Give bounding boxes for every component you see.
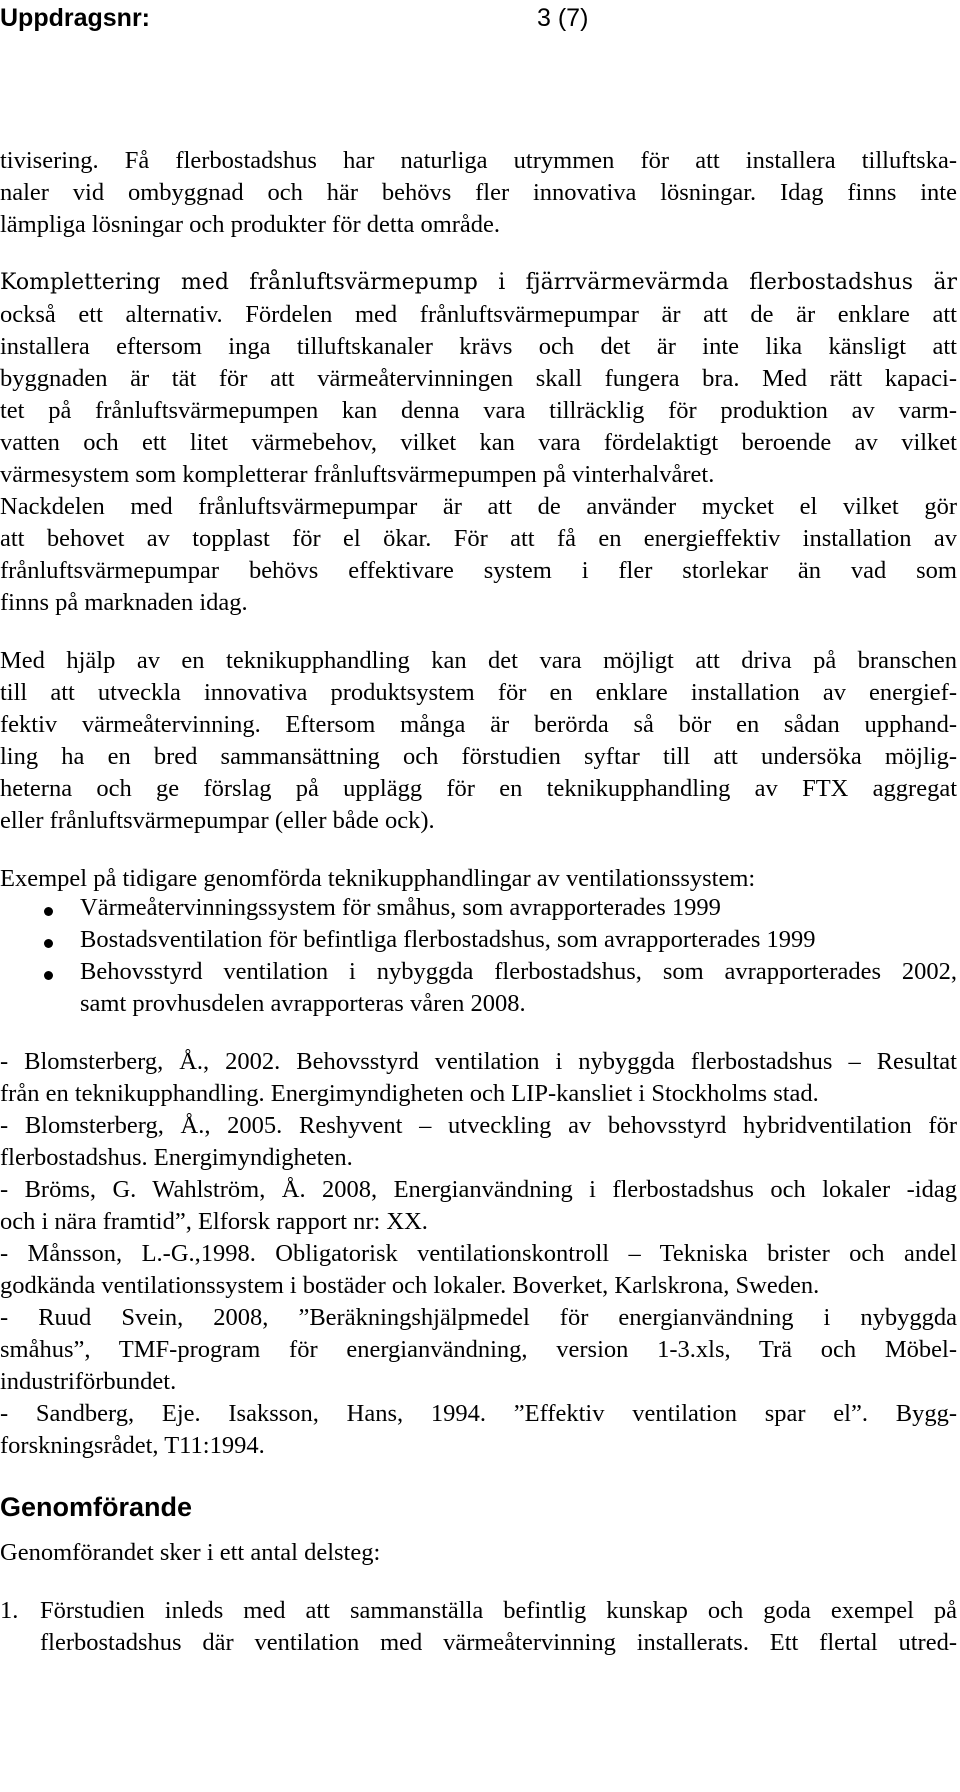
reference-line: - Sandberg, Eje. Isaksson, Hans, 1994. ”Effektiv ventilation spar el”. Bygg- (0, 1400, 957, 1427)
paragraph-line: också ett alternativ. Fördelen med frånluftsvärmepumpar är att de är enklare att (0, 301, 957, 328)
step-number: 1. (0, 1597, 19, 1624)
reference-line: från en teknikupphandling. Energimyndigheten och LIP-kansliet i Stockholms stad. (0, 1080, 819, 1107)
reference-line: godkända ventilationssystem i bostäder och lokaler. Boverket, Karlskrona, Sweden. (0, 1272, 820, 1299)
paragraph-line: lämpliga lösningar och produkter för detta område. (0, 211, 501, 238)
paragraph-line: eller frånluftsvärmepumpar (eller både ock). (0, 807, 435, 834)
paragraph-line: vatten och ett litet värmebehov, vilket kan vara fördelaktigt beroende av vilket (0, 429, 957, 456)
paragraph-line: ling ha en bred sammansättning och förstudien syftar till att undersöka möjlig- (0, 743, 957, 770)
bullet-icon (44, 971, 53, 980)
list-item-continuation: samt provhusdelen avrapporteras våren 2008. (80, 990, 526, 1017)
paragraph-line: finns på marknaden idag. (0, 589, 248, 616)
reference-line: forskningsrådet, T11:1994. (0, 1432, 265, 1459)
paragraph-line: naler vid ombyggnad och här behövs fler innovativa lösningar. Idag finns inte (0, 179, 957, 206)
reference-line: och i nära framtid”, Elforsk rapport nr: XX. (0, 1208, 428, 1235)
paragraph-line: Med hjälp av en teknikupphandling kan det vara möjligt att driva på branschen (0, 647, 957, 674)
step-text-line: Förstudien inleds med att sammanställa befintlig kunskap och goda exempel på (40, 1597, 957, 1624)
reference-line: industriförbundet. (0, 1368, 177, 1395)
paragraph-line: Komplettering med frånluftsvärmepump i fjärrvärmevärmda flerbostadshus är (0, 270, 957, 295)
reference-line: - Bröms, G. Wahlström, Å. 2008, Energianvändning i flerbostadshus och lokaler -idag (0, 1176, 957, 1203)
assignment-number-label: Uppdragsnr: (0, 4, 150, 32)
bullet-icon (44, 907, 53, 916)
paragraph-line: Nackdelen med frånluftsvärmepumpar är att de använder mycket el vilket gör (0, 493, 957, 520)
paragraph-line: byggnaden är tät för att värmeåtervinningen skall fungera bra. Med rätt kapaci- (0, 365, 957, 392)
reference-line: - Blomsterberg, Å., 2002. Behovsstyrd ventilation i nybyggda flerbostadshus – Resultat (0, 1048, 957, 1075)
reference-line: - Blomsterberg, Å., 2005. Reshyvent – utveckling av behovsstyrd hybridventilation för (0, 1112, 957, 1139)
section-heading: Genomförande (0, 1492, 193, 1522)
list-item: Behovsstyrd ventilation i nybyggda flerbostadshus, som avrapporterades 2002, (80, 958, 957, 985)
paragraph-line: värmesystem som kompletterar frånluftsvärmepumpen på vinterhalvåret. (0, 461, 715, 488)
paragraph-line: heterna och ge förslag på upplägg för en teknikupphandling av FTX aggregat (0, 775, 957, 802)
list-item: Bostadsventilation för befintliga flerbostadshus, som avrapporterades 1999 (80, 926, 816, 953)
paragraph-line: fektiv värmeåtervinning. Eftersom många är berörda så bör en sådan upphand- (0, 711, 957, 738)
reference-line: - Månsson, L.-G.,1998. Obligatorisk ventilationskontroll – Tekniska brister och andel (0, 1240, 957, 1267)
step-text-line: flerbostadshus där ventilation med värmeåtervinning installerats. Ett flertal utred- (40, 1629, 957, 1656)
list-item: Värmeåtervinningssystem för småhus, som avrapporterades 1999 (80, 894, 721, 921)
reference-line: - Ruud Svein, 2008, ”Beräkningshjälpmedel för energianvändning i nybyggda (0, 1304, 957, 1331)
paragraph-line: tet på frånluftsvärmepumpen kan denna vara tillräcklig för produktion av varm- (0, 397, 957, 424)
page-number: 3 (7) (537, 4, 589, 32)
reference-line: småhus”, TMF-program för energianvändning, version 1-3.xls, Trä och Möbel- (0, 1336, 957, 1363)
paragraph-line: att behovet av topplast för el ökar. För att få en energieffektiv installation av (0, 525, 957, 552)
paragraph-line: tivisering. Få flerbostadshus har naturliga utrymmen för att installera tilluftska- (0, 147, 957, 174)
reference-line: flerbostadshus. Energimyndigheten. (0, 1144, 353, 1171)
examples-intro: Exempel på tidigare genomförda teknikupphandlingar av ventilationssystem: (0, 865, 756, 892)
paragraph-line: till att utveckla innovativa produktsystem för en enklare installation av energief- (0, 679, 957, 706)
paragraph-line: frånluftsvärmepumpar behövs effektivare system i fler storlekar än vad som (0, 557, 957, 584)
bullet-icon (44, 939, 53, 948)
paragraph-line: installera eftersom inga tilluftskanaler krävs och det är inte lika känsligt att (0, 333, 957, 360)
section-intro: Genomförandet sker i ett antal delsteg: (0, 1539, 381, 1566)
